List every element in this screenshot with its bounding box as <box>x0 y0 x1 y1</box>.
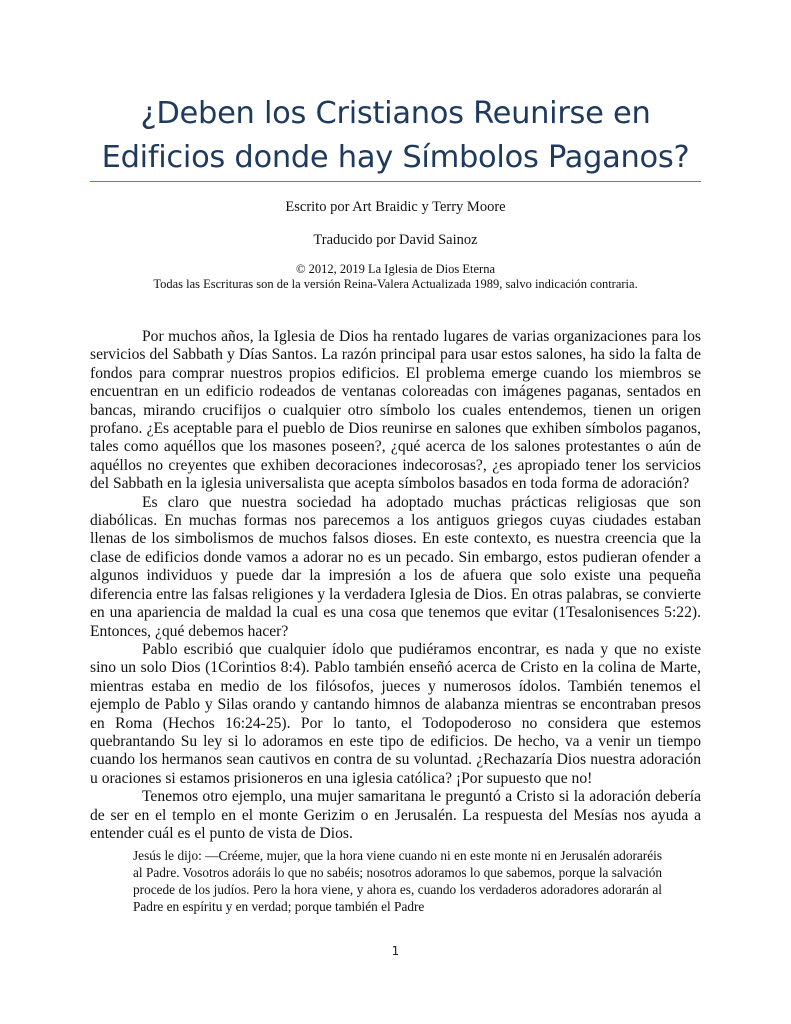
title-underline-rule <box>90 181 701 182</box>
body-paragraph: Por muchos años, la Iglesia de Dios ha rentado lugares de varias organizaciones para los servicios del Sabbath y Días Santos. La razón principal para usar estos salones, ha sido la falta de fondos para comprar nuestros propios edificios. El problema emerge cuando los miembros se encuentran en un edificio rodeados de ventanas coloreadas con imágenes paganas, sentados en bancas, mirando crucifijos o cualquier otro símbolo los cuales entendemos, tienen un origen profano. ¿Es aceptable para el pueblo de Dios reunirse en salones que exhiben símbolos paganos, tales como aquéllos que los masones poseen?, ¿qué acerca de los salones protestantes o aún de aquéllos no creyentes que exhiben decoraciones indecorosas?, ¿es apropiado tener los servicios del Sabbath en la iglesia universalista que acepta símbolos basados en toda forma de adoración? <box>90 328 701 493</box>
body-paragraph: Tenemos otro ejemplo, una mujer samaritana le preguntó a Cristo si la adoración debería de ser en el templo en el monte Gerizim o en Jerusalén. La respuesta del Mesías nos ayuda a entender cuál es el punto de vista de Dios. <box>90 788 701 842</box>
article-body <box>90 328 701 843</box>
translator-line: Traducido por David Sainoz <box>313 232 478 248</box>
document-title: ¿Deben los Cristianos Reunirse en Edificios donde hay Símbolos Paganos? <box>101 96 690 175</box>
body-paragraph: Es claro que nuestra sociedad ha adoptado muchas prácticas religiosas que son diabólicas. En muchas formas nos parecemos a los antiguos griegos cuyas ciudades estaban llenas de los simbolismos de muchos falsos dioses. En este contexto, es nuestra creencia que la clase de edificios donde vamos a adorar no es un pecado. Sin embargo, estos pudieran ofender a algunos individuos y puede dar la impresión a los de afuera que solo existe una pequeña diferencia entre las falsas religiones y la verdadera Iglesia de Dios. En otras palabras, se convierte en una apariencia de maldad la cual es una cosa que tenemos que evitar (1Tesalonisences 5:22). Entonces, ¿qué debemos hacer? <box>90 493 701 640</box>
copyright-line: © 2012, 2019 La Iglesia de Dios Eterna <box>295 262 496 276</box>
body-paragraph: Pablo escribió que cualquier ídolo que pudiéramos encontrar, es nada y que no existe sino un solo Dios (1Corintios 8:4). Pablo también enseñó acerca de Cristo en la colina de Marte, mientras estaba en medio de los filósofos, jueces y numerosos ídolos. También tenemos el ejemplo de Pablo y Silas orando y cantando himnos de alabanza mientras se encontraban presos en Roma (Hechos 16:24-25). Por lo tanto, el Todopoderoso no considera que estemos quebrantando Su ley si lo adoramos en este tipo de edificios. De hecho, va a venir un tiempo cuando los hermanos sean cautivos en contra de su voluntad. ¿Rechazaría Dios nuestra adoración u oraciones si estamos prisioneros en una iglesia católica? ¡Por supuesto que no! <box>90 640 701 787</box>
scripture-version-note: Todas las Escrituras son de la versión Reina-Valera Actualizada 1989, salvo indicación contraria. <box>153 277 638 291</box>
scripture-block-quote: Jesús le dijo: —Créeme, mujer, que la hora viene cuando ni en este monte ni en Jerusalén adoraréis al Padre. Vosotros adoráis lo que no sabéis; nosotros adoramos lo que sabemos, porque la salvación procede de los judíos. Pero la hora viene, y ahora es, cuando los verdaderos adoradores adorarán al Padre en espíritu y en verdad; porque también el Padre <box>133 848 662 914</box>
author-line: Escrito por Art Braidic y Terry Moore <box>285 199 506 215</box>
page-number: 1 <box>391 944 400 958</box>
